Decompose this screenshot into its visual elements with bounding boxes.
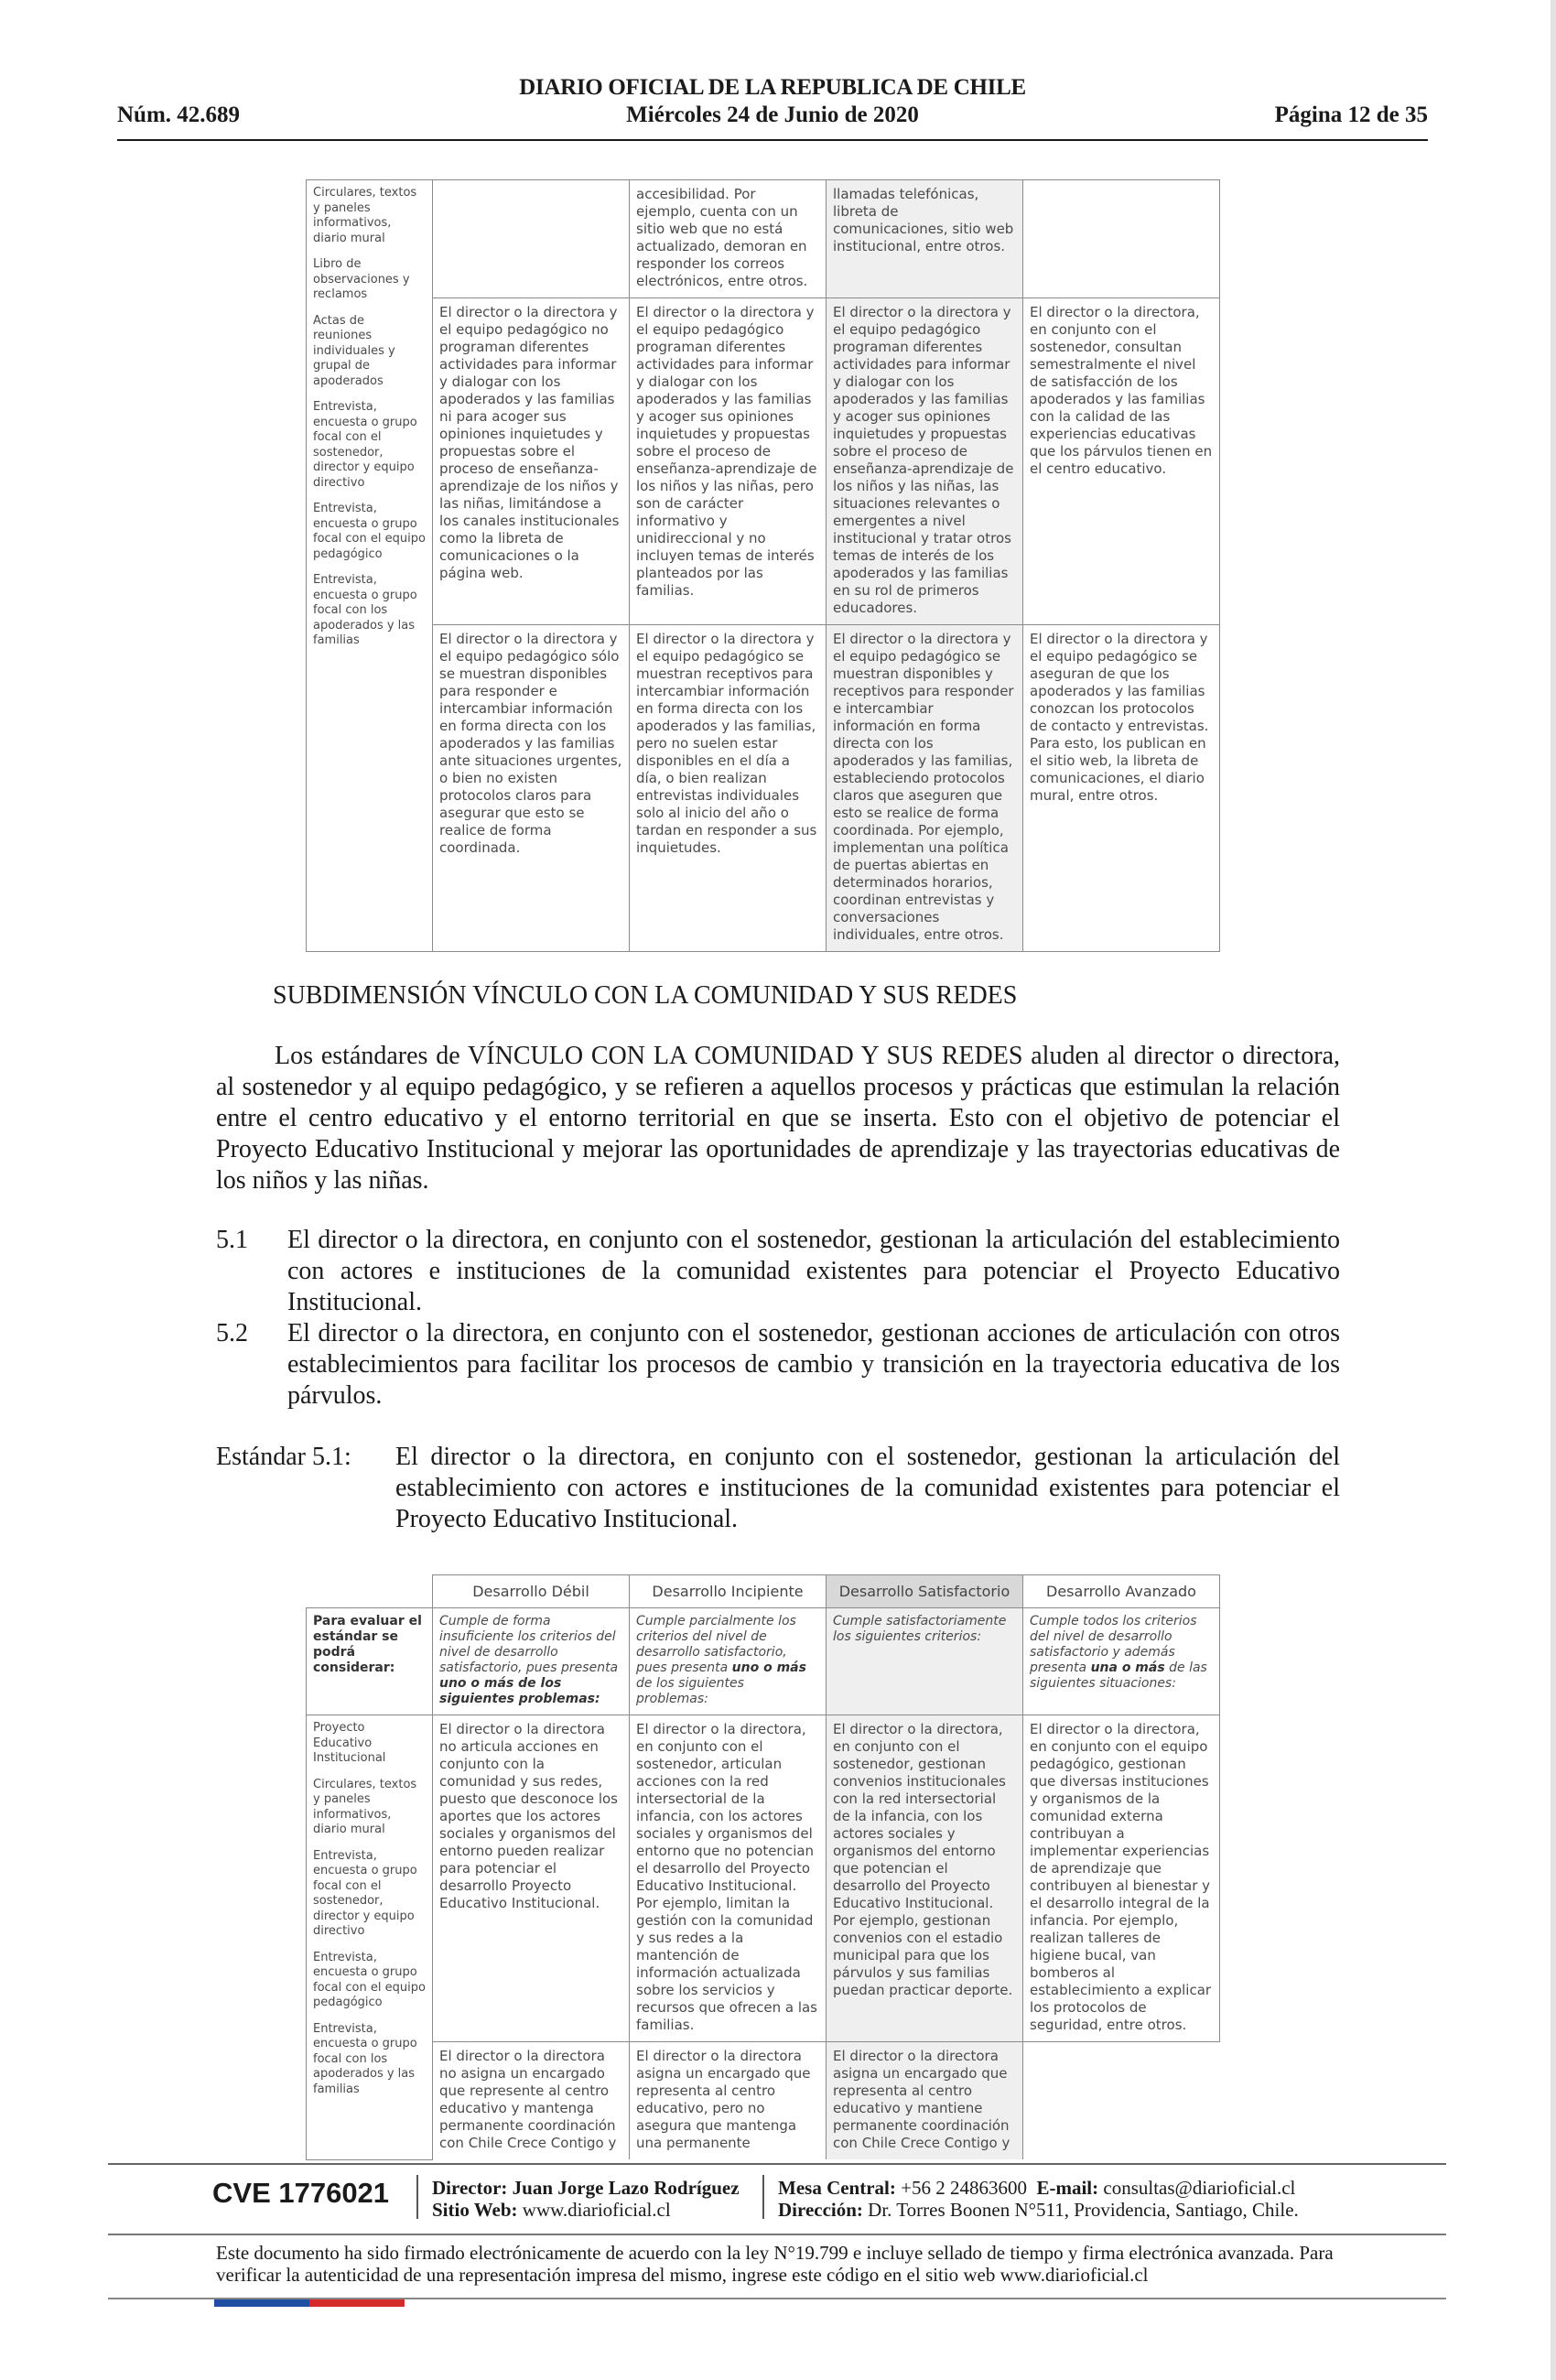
intro-avanzado: Cumple todos los criterios del nivel de desarrollo satisfactorio y además presenta una o más de las siguientes situaciones: — [1023, 1608, 1220, 1715]
evidence-source: Libro de observaciones y reclamos — [313, 257, 410, 301]
website-line: Sitio Web: www.diarioficial.cl — [432, 2199, 671, 2221]
issue-date: Miércoles 24 de Junio de 2020 — [626, 103, 919, 127]
cell-satisfactorio: El director o la directora asigna un encargado que representa al centro educativo y mantiene permanente coordinación con Chile Crece Contigo y — [827, 2042, 1023, 2160]
cell-debil — [433, 180, 630, 298]
standard-text: El director o la directora, en conjunto con el sostenedor, gestionan la articulación del establecimiento con actores e instituciones de la comunidad existentes para potenciar el Proyecto Educativo Institucional. — [395, 1443, 1340, 1533]
header-debil: Desarrollo Débil — [433, 1575, 630, 1608]
table-row — [307, 1715, 1220, 2042]
contact-line: Mesa Central: +56 2 24863600 E-mail: consultas@diarioficial.cl — [778, 2177, 1296, 2199]
journal-title: DIARIO OFICIAL DE LA REPUBLICA DE CHILE — [519, 75, 1026, 100]
intro-satisfactorio: Cumple satisfactoriamente los siguientes criterios: — [827, 1608, 1023, 1715]
item-number: 5.1 — [216, 1226, 248, 1254]
standard-list-item — [216, 1318, 1340, 1412]
standard-list-item — [216, 1225, 1340, 1318]
footer-contact-block — [778, 2177, 1299, 2221]
flag-stripe-blue — [214, 2299, 309, 2307]
intro-debil: Cumple de forma insuficiente los criterios del nivel de desarrollo satisfactorio, pues presenta uno o más de los siguientes problemas: — [433, 1608, 630, 1715]
cell-satisfactorio: El director o la directora y el equipo pedagógico se muestran disponibles y receptivos para responder e intercambiar información en forma directa con los apoderados y las familias, estableciendo protocolos claros que aseguren que esto se realice de forma coordinada. Por ejemplo, implementan una política de puertas abiertas en determinados horarios, coordinan entrevistas y conversaciones individuales, entre otros. — [827, 625, 1023, 952]
table-row — [307, 625, 1220, 952]
page-number: Página 12 de 35 — [1274, 103, 1428, 127]
cell-incipiente: El director o la directora, en conjunto con el sostenedor, articulan acciones con la red intersectorial de la infancia, con los actores sociales y organismos del entorno que no potencian el desarrollo del Proyecto Educativo Institucional. Por ejemplo, limitan la gestión con la comunidad y sus redes a la mantención de información actualizada sobre los servicios y recursos que ofrecen a las familias. — [630, 1715, 827, 2042]
footer-divider — [416, 2175, 418, 2219]
evidence-sources-cell — [307, 180, 433, 952]
cve-code: CVE 1776021 — [212, 2177, 390, 2209]
cell-debil: El director o la directora y el equipo pedagógico sólo se muestran disponibles para responder e intercambiar información en forma directa con los apoderados y las familias ante situaciones urgentes, o bien no existen protocolos claros para asegurar que esto se realice de forma coordinada. — [433, 625, 630, 952]
cell-debil: El director o la directora y el equipo pedagógico no programan diferentes actividades para informar y dialogar con los apoderados y las familias ni para acoger sus opiniones inquietudes y propuestas sobre el proceso de enseñanza-aprendizaje de los niños y las niñas, limitándose a los canales institucionales como la libreta de comunicaciones o la página web. — [433, 298, 630, 625]
table-intro-row — [307, 1608, 1220, 1715]
evidence-source: Proyecto Educativo Institucional — [313, 1721, 386, 1765]
page-edge — [1551, 0, 1556, 2380]
evaluation-label: Para evaluar el estándar se podrá considerar: — [307, 1608, 433, 1715]
item-text: El director o la directora, en conjunto con el sostenedor, gestionan acciones de articulación con otros establecimientos para facilitar los procesos de cambio y transición en la trayectoria educativa de los párvulos. — [287, 1319, 1340, 1410]
standard-statement — [216, 1442, 1340, 1535]
item-number: 5.2 — [216, 1319, 248, 1347]
cell-avanzado: El director o la directora y el equipo pedagógico se aseguran de que los apoderados y las familias conozcan los protocolos de contacto y entrevistas. Para esto, los publican en el sitio web, la libreta de comunicaciones, el diario mural, entre otros. — [1023, 625, 1220, 952]
address-line: Dirección: Dr. Torres Boonen N°511, Providencia, Santiago, Chile. — [778, 2199, 1299, 2221]
cell-incipiente: El director o la directora y el equipo pedagógico programan diferentes actividades para informar y dialogar con los apoderados y las familias y acoger sus opiniones inquietudes y propuestas sobre el proceso de enseñanza-aprendizaje de los niños y las niñas, pero son de carácter informativo y unidireccional y no incluyen temas de interés planteados por las familias. — [630, 298, 827, 625]
footer-rule-top — [108, 2163, 1446, 2165]
page-header — [117, 75, 1428, 141]
evidence-source: Actas de reuniones individuales y grupal de apoderados — [313, 313, 395, 388]
evidence-source: Circulares, textos y paneles informativos, diario mural — [313, 1777, 417, 1836]
footer-divider — [762, 2175, 764, 2219]
cell-satisfactorio: El director o la directora y el equipo pedagógico programan diferentes actividades para informar y dialogar con los apoderados y las familias y acoger sus opiniones inquietudes y propuestas sobre el proceso de enseñanza-aprendizaje de los niños y las niñas, las situaciones relevantes o emergentes a nivel institucional y tratar otros temas de interés de los apoderados y las familias en su rol de primeros educadores. — [827, 298, 1023, 625]
subdimension-intro-paragraph: Los estándares de VÍNCULO CON LA COMUNIDAD Y SUS REDES aluden al director o directora, al sostenedor y al equipo pedagógico, y se refieren a aquellos procesos y prácticas que estimulan la relación entre el centro educativo y el entorno territorial en que se inserta. Esto con el objetivo de potenciar el Proyecto Educativo Institucional y mejorar las oportunidades de aprendizaje y las trayectorias educativas de los niños y las niñas. — [216, 1042, 1340, 1195]
intro-incipiente: Cumple parcialmente los criterios del nivel de desarrollo satisfactorio, pues presenta uno o más de los siguientes problemas: — [630, 1608, 827, 1715]
cell-avanzado: El director o la directora, en conjunto con el equipo pedagógico, gestionan que diversas instituciones y organismos de la comunidad externa contribuyan a implementar experiencias de aprendizaje que contribuyen al bienestar y el desarrollo integral de la infancia. Por ejemplo, realizan talleres de higiene bucal, van bomberos al establecimiento a explicar los protocolos de seguridad, entre otros. — [1023, 1715, 1220, 2042]
table-row — [307, 2042, 1220, 2160]
table-row — [307, 180, 1220, 298]
cell-incipiente: El director o la directora y el equipo pedagógico se muestran receptivos para intercambiar información en forma directa con los apoderados y las familias, pero no suelen estar disponibles en el día a día, o bien realizan entrevistas individuales solo al inicio del año o tardan en responder a sus inquietudes. — [630, 625, 827, 952]
cell-avanzado — [1023, 180, 1220, 298]
cell-incipiente: accesibilidad. Por ejemplo, cuenta con un sitio web que no está actualizado, demoran en responder los correos electrónicos, entre otros. — [630, 180, 827, 298]
standard-label: Estándar 5.1: — [216, 1443, 351, 1471]
flag-stripe-red — [309, 2299, 405, 2307]
evidence-source: Circulares, textos y paneles informativos, diario mural — [313, 186, 417, 245]
rubric-table-continued — [306, 179, 1220, 952]
director-line: Director: Juan Jorge Lazo Rodríguez — [432, 2177, 740, 2199]
cell-debil: El director o la directora no articula acciones en conjunto con la comunidad y sus redes, puesto que desconoce los aportes que los actores sociales y organismos del entorno pueden realizar para potenciar el desarrollo Proyecto Educativo Institucional. — [433, 1715, 630, 2042]
legal-notice: Este documento ha sido firmado electrónicamente de acuerdo con la ley N°19.799 e incluye sellado de tiempo y firma electrónica avanzada. Para verificar la autenticidad de una representación impresa del mismo, ingrese este código en el sitio web www.diarioficial.cl — [216, 2242, 1334, 2286]
evidence-source: Entrevista, encuesta o grupo focal con el equipo pedagógico — [313, 502, 426, 561]
footer-director-block — [432, 2177, 740, 2221]
cell-avanzado: El director o la directora, en conjunto con el sostenedor, consultan semestralmente el nivel de satisfacción de los apoderados y las familias con la calidad de las experiencias educativas que los párvulos tienen en el centro educativo. — [1023, 298, 1220, 625]
cell-debil: El director o la directora no asigna un encargado que represente al centro educativo y mantenga permanente coordinación con Chile Crece Contigo y — [433, 2042, 630, 2160]
header-satisfactorio: Desarrollo Satisfactorio — [827, 1575, 1023, 1608]
header-incipiente: Desarrollo Incipiente — [630, 1575, 827, 1608]
evidence-source: Entrevista, encuesta o grupo focal con los apoderados y las familias — [313, 573, 417, 647]
issue-number: Núm. 42.689 — [117, 103, 241, 127]
footer-rule-middle — [108, 2234, 1446, 2235]
header-avanzado: Desarrollo Avanzado — [1023, 1575, 1220, 1608]
table-row — [307, 298, 1220, 625]
rubric-table-standard-5-1 — [306, 1574, 1220, 2160]
evidence-source: Entrevista, encuesta o grupo focal con el sostenedor, director y equipo directivo — [313, 1848, 417, 1938]
table-header-row — [307, 1575, 1220, 1608]
cell-satisfactorio: El director o la directora, en conjunto con el sostenedor, gestionan convenios institucionales con la red intersectorial de la infancia, con los actores sociales y organismos del entorno que potencian el desarrollo del Proyecto Educativo Institucional. Por ejemplo, gestionan convenios con el estadio municipal para que los párvulos y sus familias puedan practicar deporte. — [827, 1715, 1023, 2042]
evidence-source: Entrevista, encuesta o grupo focal con el equipo pedagógico — [313, 1950, 426, 2009]
cell-avanzado — [1023, 2042, 1220, 2160]
evidence-source: Entrevista, encuesta o grupo focal con los apoderados y las familias — [313, 2021, 417, 2096]
cell-satisfactorio: llamadas telefónicas, libreta de comunicaciones, sitio web institucional, entre otros. — [827, 180, 1023, 298]
cell-incipiente: El director o la directora asigna un encargado que representa al centro educativo, pero no asegura que mantenga una permanente — [630, 2042, 827, 2160]
subdimension-title: SUBDIMENSIÓN VÍNCULO CON LA COMUNIDAD Y SUS REDES — [273, 981, 1018, 1010]
header-empty-cell — [307, 1575, 433, 1608]
evidence-sources-cell — [307, 1715, 433, 2160]
item-text: El director o la directora, en conjunto con el sostenedor, gestionan la articulación del establecimiento con actores e instituciones de la comunidad existentes para potenciar el Proyecto Educativo Institucional. — [287, 1226, 1340, 1316]
evidence-source: Entrevista, encuesta o grupo focal con el sostenedor, director y equipo directivo — [313, 400, 417, 490]
